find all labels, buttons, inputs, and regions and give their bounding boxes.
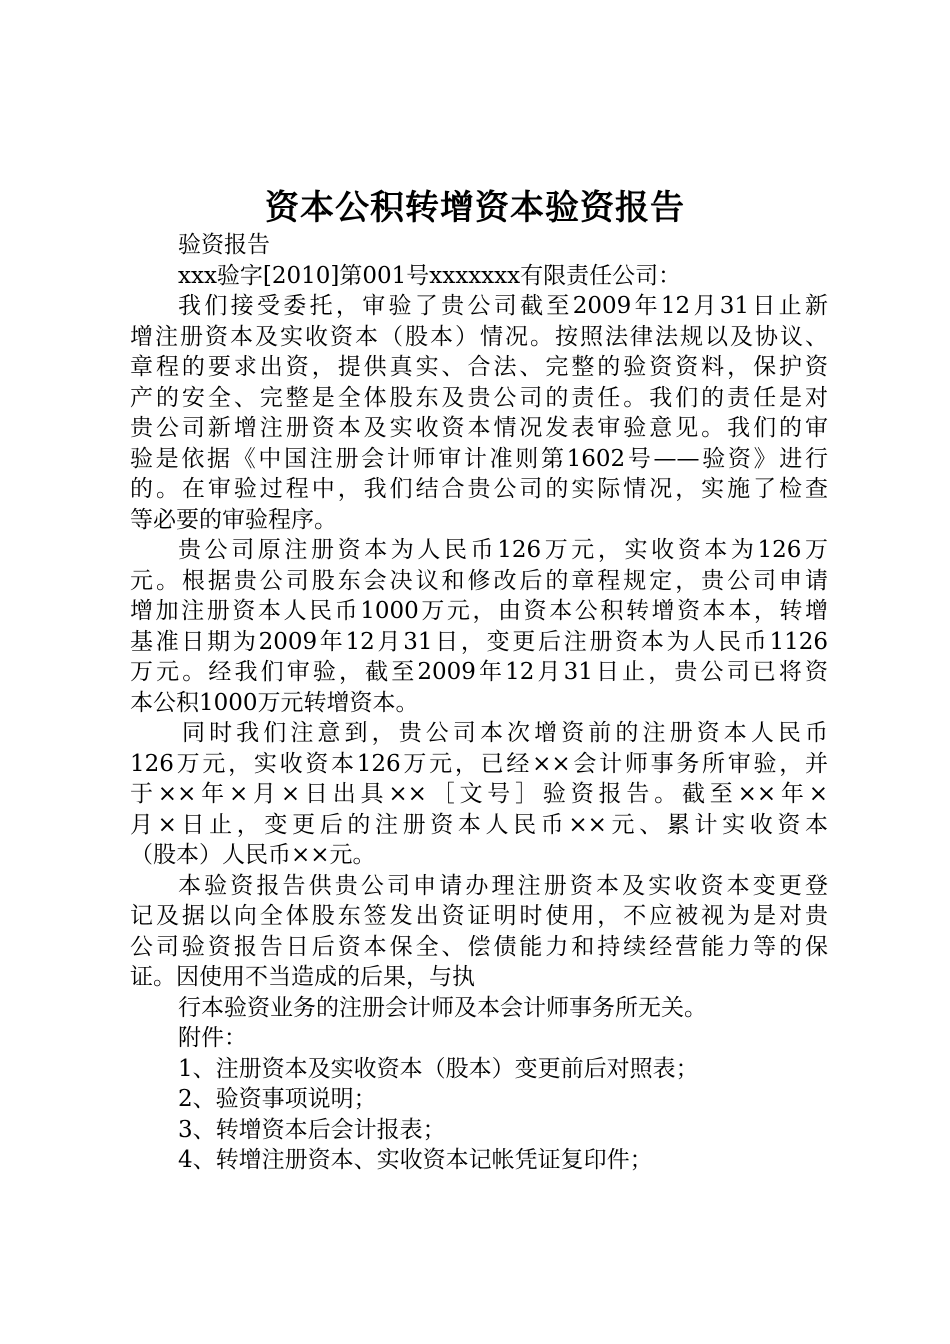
text-line: 行本验资业务的注册会计师及本会计师事务所无关。	[178, 994, 707, 1021]
text-line: 记及据以向全体股东签发出资证明时使用，不应被视为是对贵	[130, 903, 828, 929]
text-line: 本验资报告供贵公司申请办理注册资本及实收资本变更登	[178, 872, 828, 899]
text-line: 基准日期为2009年12月31日，变更后注册资本为人民币1126	[130, 628, 828, 655]
text-line: 126万元，实收资本126万元，已经××会计师事务所审验，并	[130, 750, 828, 777]
text-line: 证。因使用不当造成的后果，与执	[130, 964, 475, 990]
text-line: 章程的要求出资，提供真实、合法、完整的验资资料，保护资	[130, 354, 828, 380]
text-line: xxx验字[2010]第001号xxxxxxx有限责任公司：	[178, 262, 682, 289]
text-line: 月×日止，变更后的注册资本人民币××元、累计实收资本	[130, 811, 828, 838]
text-line: 等必要的审验程序。	[130, 506, 337, 533]
text-line: 贵公司新增注册资本及实收资本情况发表审验意见。我们的审	[130, 415, 828, 441]
text-line: 增注册资本及实收资本（股本）情况。按照法律法规以及协议、	[130, 323, 828, 350]
text-line: 验是依据《中国注册会计师审计准则第1602号——验资》进行	[130, 445, 828, 472]
text-line: 公司验资报告日后资本保全、偿债能力和持续经营能力等的保	[130, 933, 828, 960]
text-line: 万元。经我们审验，截至2009年12月31日止，贵公司已将资	[130, 659, 828, 685]
text-line: 元。根据贵公司股东会决议和修改后的章程规定，贵公司申请	[130, 567, 828, 594]
text-line: 产的安全、完整是全体股东及贵公司的责任。我们的责任是对	[130, 384, 828, 411]
text-line: 贵公司原注册资本为人民币126万元，实收资本为126万	[178, 537, 828, 563]
text-line: （股本）人民币××元。	[130, 842, 376, 868]
text-line: 同时我们注意到，贵公司本次增资前的注册资本人民币	[182, 720, 828, 746]
text-line: 2、验资事项说明；	[178, 1086, 377, 1112]
document-title: 资本公积转增资本验资报告	[265, 188, 685, 228]
text-line: 增加注册资本人民币1000万元，由资本公积转增资本本，转增	[130, 598, 828, 624]
text-line: 附件：	[178, 1025, 247, 1051]
text-line: 验资报告	[178, 232, 270, 258]
text-line: 本公积1000万元转增资本。	[130, 689, 419, 716]
text-line: 我们接受委托，审验了贵公司截至2009年12月31日止新	[178, 293, 828, 319]
text-line: 4、转增注册资本、实收资本记帐凭证复印件；	[178, 1147, 653, 1173]
document-body	[130, 230, 828, 1176]
text-line: 的。在审验过程中，我们结合贵公司的实际情况，实施了检查	[130, 476, 828, 502]
text-line: 3、转增资本后会计报表；	[178, 1116, 446, 1143]
text-line: 1、注册资本及实收资本（股本）变更前后对照表；	[178, 1055, 699, 1082]
text-line: 于××年×月×日出具××［文号］验资报告。截至××年×	[130, 781, 828, 807]
